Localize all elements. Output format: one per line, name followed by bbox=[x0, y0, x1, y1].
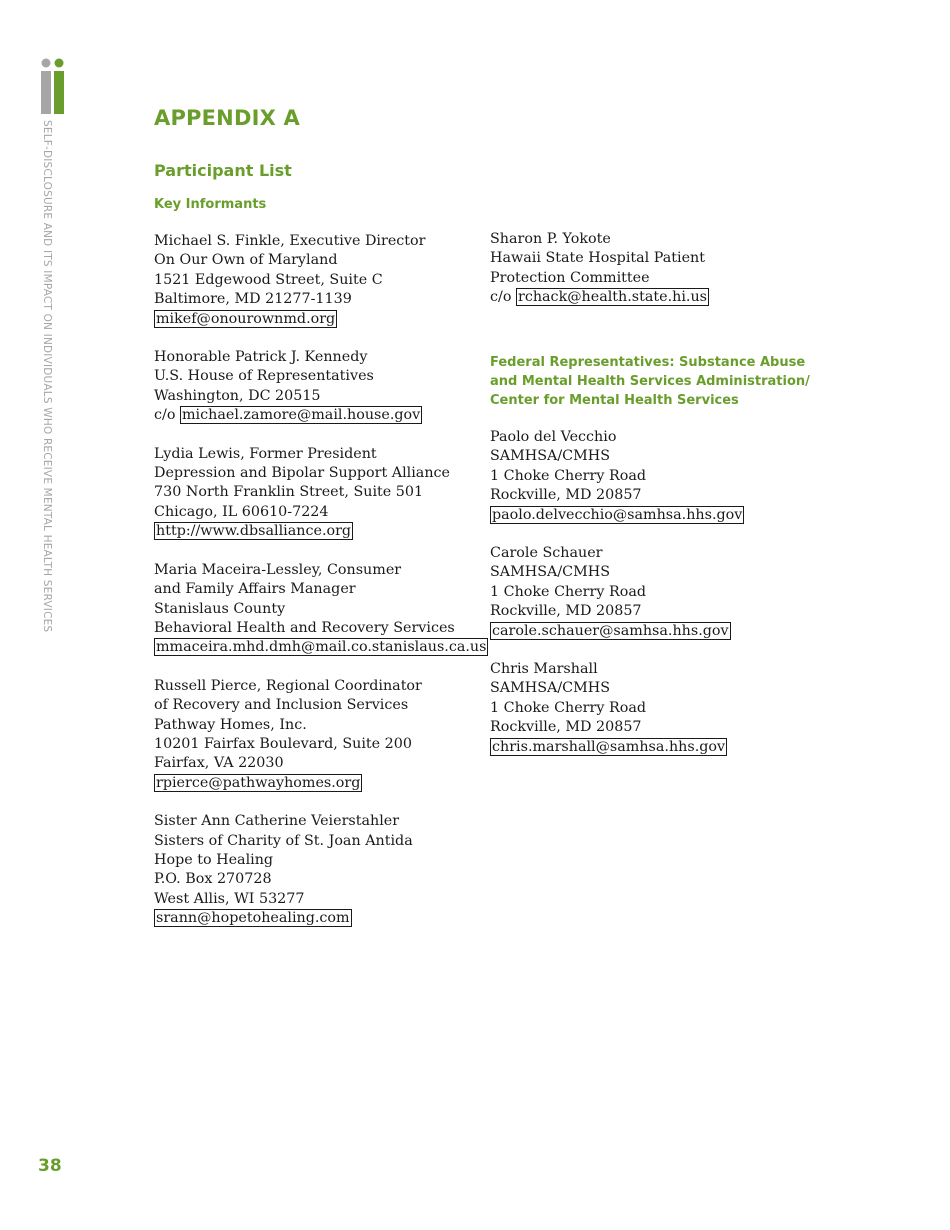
contact-entry bbox=[154, 561, 487, 658]
contact-line: Maria Maceira-Lessley, Consumer bbox=[154, 561, 402, 578]
contact-email-line bbox=[154, 774, 474, 793]
website-link[interactable]: http://www.dbsalliance.org bbox=[156, 523, 352, 540]
contact-line: Chris Marshall bbox=[490, 661, 598, 678]
email-link[interactable]: rchack@health.state.hi.us bbox=[517, 289, 708, 306]
heading-line: Center for Mental Health Services bbox=[490, 393, 739, 408]
contact-line: Rockville, MD 20857 bbox=[490, 603, 642, 620]
contact-line: Depression and Bipolar Support Alliance bbox=[154, 465, 450, 482]
contact-email-line bbox=[490, 506, 810, 525]
heading-line: and Mental Health Services Administration/ bbox=[490, 374, 810, 389]
contact-line: On Our Own of Maryland bbox=[154, 252, 338, 269]
contact-line: 1 Choke Cherry Road bbox=[490, 699, 647, 716]
email-link[interactable]: rpierce@pathwayhomes.org bbox=[156, 774, 361, 791]
federal-representatives-list bbox=[490, 428, 810, 776]
contact-line: Hope to Healing bbox=[154, 851, 274, 868]
contact-line: SAMHSA/CMHS bbox=[490, 680, 611, 697]
contact-line: of Recovery and Inclusion Services bbox=[154, 697, 409, 714]
contact-line: Carole Schauer bbox=[490, 545, 603, 562]
page-title: APPENDIX A bbox=[154, 106, 300, 130]
contact-entry bbox=[154, 348, 474, 426]
email-link[interactable]: mikef@onourownmd.org bbox=[156, 310, 336, 327]
contact-line: Baltimore, MD 21277-1139 bbox=[154, 291, 352, 308]
contact-entry bbox=[490, 428, 810, 525]
contact-email-line bbox=[154, 909, 474, 928]
contact-line: Protection Committee bbox=[490, 269, 650, 286]
running-title: SELF-DISCLOSURE AND ITS IMPACT ON INDIVIDUALS WHO RECEIVE MENTAL HEALTH SERVICES bbox=[41, 120, 53, 633]
contact-email-line bbox=[490, 288, 810, 307]
contact-email-line bbox=[490, 738, 810, 757]
contact-line: Hawaii State Hospital Patient bbox=[490, 250, 706, 267]
heading-line: Federal Representatives: Substance Abuse bbox=[490, 355, 806, 370]
contact-entry bbox=[490, 544, 810, 641]
contact-line: P.O. Box 270728 bbox=[154, 871, 272, 888]
contact-line: 1521 Edgewood Street, Suite C bbox=[154, 271, 383, 288]
contact-line: Washington, DC 20515 bbox=[154, 387, 321, 404]
contact-line: 1 Choke Cherry Road bbox=[490, 467, 647, 484]
contact-email-line bbox=[154, 310, 474, 329]
contact-email-line bbox=[154, 406, 474, 425]
email-prefix: c/o bbox=[490, 289, 516, 306]
contact-entry bbox=[490, 230, 810, 308]
contact-line: SAMHSA/CMHS bbox=[490, 564, 611, 581]
email-link[interactable]: michael.zamore@mail.house.gov bbox=[181, 407, 421, 424]
key-informants-heading: Key Informants bbox=[154, 197, 267, 212]
contact-line: Sisters of Charity of St. Joan Antida bbox=[154, 832, 413, 849]
contact-line: Sister Ann Catherine Veierstahler bbox=[154, 813, 400, 830]
contact-line: Pathway Homes, Inc. bbox=[154, 716, 307, 733]
email-link[interactable]: chris.marshall@samhsa.hhs.gov bbox=[492, 738, 726, 755]
key-informants-list-continued bbox=[490, 230, 810, 327]
email-link[interactable]: mmaceira.mhd.dmh@mail.co.stanislaus.ca.us bbox=[156, 639, 487, 656]
contact-entry bbox=[154, 232, 474, 329]
contact-line: 730 North Franklin Street, Suite 501 bbox=[154, 484, 424, 501]
contact-line: Sharon P. Yokote bbox=[490, 231, 611, 247]
contact-line: Chicago, IL 60610-7224 bbox=[154, 503, 329, 520]
logo-icon bbox=[38, 58, 66, 114]
contact-line: Fairfax, VA 22030 bbox=[154, 755, 284, 772]
contact-line: and Family Affairs Manager bbox=[154, 581, 356, 598]
contact-line: Honorable Patrick J. Kennedy bbox=[154, 349, 368, 366]
contact-line: 1 Choke Cherry Road bbox=[490, 583, 647, 600]
contact-entry bbox=[490, 660, 810, 757]
contact-line: U.S. House of Representatives bbox=[154, 368, 374, 385]
page-number: 38 bbox=[38, 1156, 62, 1176]
section-title: Participant List bbox=[154, 161, 292, 180]
contact-line: Rockville, MD 20857 bbox=[490, 487, 642, 504]
email-link[interactable]: carole.schauer@samhsa.hhs.gov bbox=[492, 622, 729, 639]
contact-line: Michael S. Finkle, Executive Director bbox=[154, 233, 426, 249]
email-prefix: c/o bbox=[154, 407, 180, 424]
contact-entry bbox=[154, 812, 474, 928]
contact-line: Russell Pierce, Regional Coordinator bbox=[154, 677, 422, 694]
contact-line: 10201 Fairfax Boulevard, Suite 200 bbox=[154, 735, 412, 752]
contact-line: SAMHSA/CMHS bbox=[490, 448, 611, 465]
email-link[interactable]: paolo.delvecchio@samhsa.hhs.gov bbox=[492, 506, 743, 523]
contact-email-line bbox=[154, 638, 487, 657]
contact-entry bbox=[154, 677, 474, 793]
contact-email-line bbox=[490, 622, 810, 641]
email-link[interactable]: srann@hopetohealing.com bbox=[156, 910, 350, 927]
contact-line: West Allis, WI 53277 bbox=[154, 890, 305, 907]
contact-line: Behavioral Health and Recovery Services bbox=[154, 619, 455, 636]
contact-line: Rockville, MD 20857 bbox=[490, 719, 642, 736]
contact-line: Lydia Lewis, Former President bbox=[154, 445, 377, 462]
contact-entry bbox=[154, 445, 474, 542]
contact-email-line bbox=[154, 522, 474, 541]
federal-representatives-heading bbox=[490, 353, 810, 410]
contact-line: Stanislaus County bbox=[154, 600, 286, 617]
contact-line: Paolo del Vecchio bbox=[490, 429, 617, 445]
key-informants-list bbox=[154, 232, 487, 948]
